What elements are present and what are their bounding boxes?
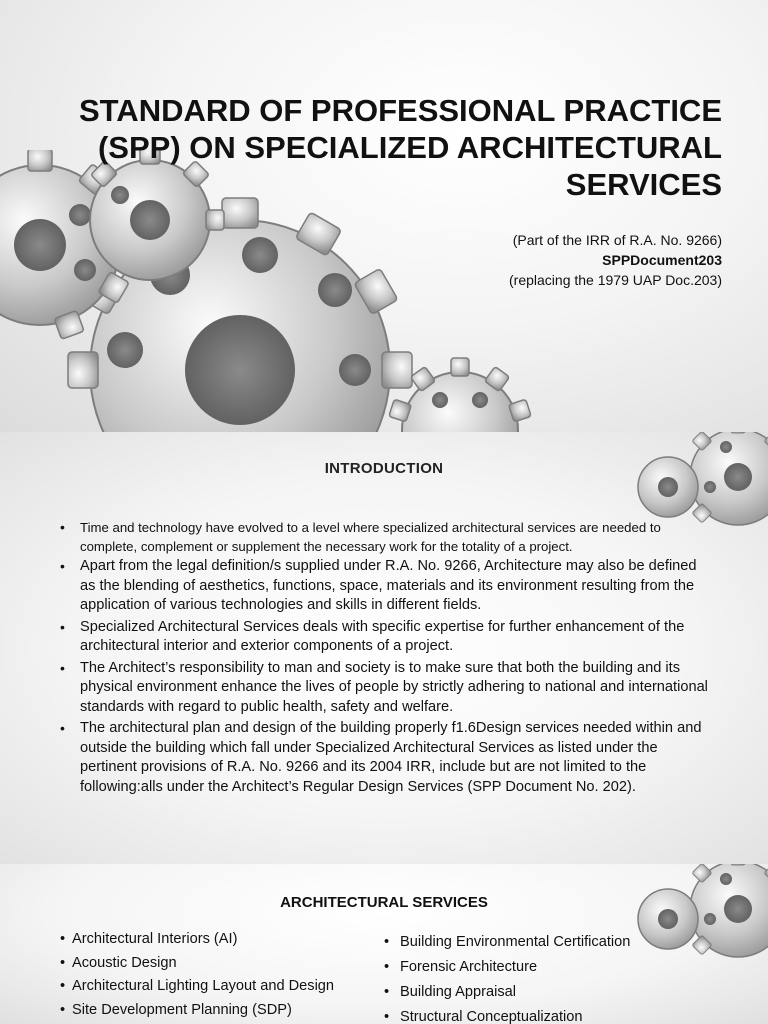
- services-list-right: [384, 933, 630, 1024]
- list-item: • Architectural Lighting Layout and Design: [60, 977, 334, 996]
- subtitle-line-1: (Part of the IRR of R.A. No. 9266): [512, 232, 722, 248]
- subtitle-line-2: SPPDocument203: [602, 252, 722, 268]
- slide-title: STANDARD OF PROFESSIONAL PRACTICE (SPP) ON SPECIALIZED ARCHITECTURAL SERVICES: [79, 93, 722, 202]
- section-heading: INTRODUCTION: [324, 460, 444, 477]
- services-list-left: [60, 930, 334, 1024]
- list-item: • The Architect’s responsibility to man and society is to make sure that both the building and its physical environment enhance the lives of people by strictly adhering to national and international standards with regard to public health, safety and welfare.: [60, 659, 710, 718]
- subtitle-line-3: (replacing the 1979 UAP Doc.203): [509, 272, 722, 288]
- section-heading: ARCHITECTURAL SERVICES: [280, 894, 488, 911]
- list-item: • Forensic Architecture: [384, 958, 630, 977]
- list-item: • Site Development Planning (SDP): [60, 1001, 334, 1020]
- gears-corner-illustration: [628, 864, 768, 974]
- list-item: • The architectural plan and design of the building properly f1.6Design services needed within and outside the building which fall under Specialized Architectural Services as listed under the pertinent provisions of R.A. No. 9266 and its 2004 IRR, include but are not limited to the following:alls under the Architect’s Regular Design Services (SPP Document No. 202).: [60, 719, 710, 797]
- list-item: • Building Appraisal: [384, 983, 630, 1002]
- list-item: • Structural Conceptualization: [384, 1008, 630, 1024]
- list-item: • Building Environmental Certification: [384, 933, 630, 952]
- list-item: • Specialized Architectural Services deals with specific expertise for further enhancement of the architectural interior and exterior components of a project.: [60, 618, 710, 657]
- architectural-services-slide: [0, 864, 768, 1024]
- list-item: • Time and technology have evolved to a level where specialized architectural services are needed to complete, complement or supplement the necessary work for the totality of a project.: [60, 518, 710, 556]
- intro-bullet-list: [60, 518, 710, 799]
- list-item: • Architectural Interiors (AI): [60, 930, 334, 949]
- slide-subtitle: [509, 230, 722, 290]
- introduction-slide: [0, 432, 768, 864]
- title-slide: [0, 0, 768, 432]
- list-item: • Acoustic Design: [60, 954, 334, 973]
- list-item: • Apart from the legal definition/s supplied under R.A. No. 9266, Architecture may also be defined as the blending of aesthetics, functions, space, materials and its environment resulting from the application of various technologies and skills in different fields.: [60, 557, 710, 616]
